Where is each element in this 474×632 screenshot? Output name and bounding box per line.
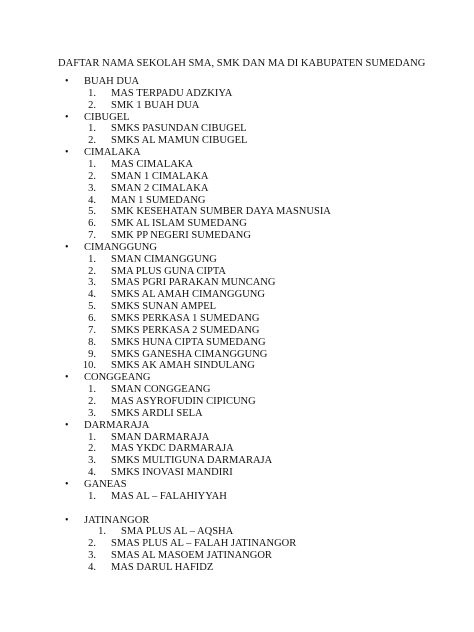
school-name: SMKS PERKASA 1 SUMEDANG <box>111 313 260 324</box>
district-name: CIMALAKA <box>84 147 141 159</box>
district-name: BUAH DUA <box>84 76 140 87</box>
school-name: SMAN 1 CIMALAKA <box>111 170 209 182</box>
district-name: CIBUGEL <box>84 111 130 123</box>
school-name: SMKS AK AMAH SINDULANG <box>111 360 255 372</box>
school-name: SMA PLUS AL – AQSHA <box>121 526 234 538</box>
list-item-number: 2. <box>88 443 96 455</box>
bullet-icon: • <box>65 372 69 384</box>
school-name: SMAN 2 CIMALAKA <box>111 182 209 194</box>
list-item-number: 1. <box>88 158 96 170</box>
district-name: CIMANGGUNG <box>84 241 157 253</box>
school-name: SMAS PLUS AL – FALAH JATINANGOR <box>111 538 297 550</box>
list-item-number: 8. <box>88 336 96 348</box>
school-name: SMKS HUNA CIPTA SUMEDANG <box>111 336 266 348</box>
list-item-number: 2. <box>88 538 96 550</box>
list-item-number: 6. <box>88 313 96 324</box>
list-item-number: 10. <box>82 360 96 372</box>
list-item-number: 1. <box>88 384 96 396</box>
list-item-number: 2. <box>88 395 96 407</box>
list-item-number: 4. <box>88 562 96 573</box>
school-name: SMKS AL MAMUN CIBUGEL <box>111 135 248 147</box>
school-name: SMKS INOVASI MANDIRI <box>111 467 233 479</box>
school-name: SMK PP NEGERI SUMEDANG <box>111 230 251 242</box>
list-item-number: 3. <box>88 182 96 194</box>
document-title: DAFTAR NAMA SEKOLAH SMA, SMK DAN MA DI KABUPATEN SUMEDANG <box>58 58 426 69</box>
school-name: MAS YKDC DARMARAJA <box>111 443 234 455</box>
school-name: SMAN CONGGEANG <box>111 384 211 396</box>
district-name: DARMARAJA <box>84 419 150 431</box>
bullet-icon: • <box>65 419 69 431</box>
list-item-number: 1. <box>88 253 96 265</box>
school-name: MAS AL – FALAHIYYAH <box>111 490 227 502</box>
school-name: SMAN CIMANGGUNG <box>111 253 217 265</box>
list-item-number: 2. <box>88 99 96 111</box>
school-name: SMAS AL MASOEM JATINANGOR <box>111 550 272 562</box>
list-item-number: 6. <box>88 218 96 230</box>
school-name: MAS TERPADU ADZKIYA <box>111 87 233 99</box>
list-item-number: 1. <box>88 431 96 443</box>
list-item-number: 4. <box>88 289 96 301</box>
school-name: SMK 1 BUAH DUA <box>111 99 200 111</box>
school-name: SMK AL ISLAM SUMEDANG <box>111 218 247 230</box>
school-name: SMKS PASUNDAN CIBUGEL <box>111 123 247 135</box>
district-name: GANEAS <box>84 478 127 490</box>
list-item-number: 9. <box>88 348 96 360</box>
list-item-number: 5. <box>88 206 96 218</box>
bullet-icon: • <box>65 241 69 253</box>
list-item-number: 1. <box>88 123 96 135</box>
school-name: SMKS AL AMAH CIMANGGUNG <box>111 289 265 301</box>
bullet-icon: • <box>65 147 69 159</box>
list-item-number: 3. <box>88 550 96 562</box>
list-item-number: 2. <box>88 265 96 277</box>
school-name: SMKS MULTIGUNA DARMARAJA <box>111 455 273 467</box>
list-item-number: 3. <box>88 277 96 289</box>
school-name: MAS ASYROFUDIN CIPICUNG <box>111 395 256 407</box>
school-name: SMAN DARMARAJA <box>111 431 210 443</box>
list-item-number: 7. <box>88 324 96 336</box>
list-item-number: 1. <box>98 526 106 538</box>
list-item-number: 1. <box>88 490 96 502</box>
school-name: SMAS PGRI PARAKAN MUNCANG <box>111 277 276 289</box>
school-name: SMKS PERKASA 2 SUMEDANG <box>111 324 260 336</box>
bullet-icon: • <box>65 478 69 490</box>
list-item-number: 3. <box>88 455 96 467</box>
list-item-number: 3. <box>88 407 96 419</box>
school-name: MAS CIMALAKA <box>111 158 193 170</box>
school-name: SMKS SUNAN AMPEL <box>111 301 217 313</box>
list-item-number: 2. <box>88 135 96 147</box>
bullet-icon: • <box>65 514 69 526</box>
bullet-icon: • <box>65 76 69 87</box>
list-item-number: 4. <box>88 194 96 206</box>
school-name: SMA PLUS GUNA CIPTA <box>111 265 226 277</box>
list-item-number: 7. <box>88 230 96 242</box>
school-name: SMK KESEHATAN SUMBER DAYA MASNUSIA <box>111 206 331 218</box>
district-name: CONGGEANG <box>84 372 151 384</box>
list-item-number: 4. <box>88 467 96 479</box>
list-item-number: 2. <box>88 170 96 182</box>
district-name: JATINANGOR <box>84 514 150 526</box>
school-name: SMKS GANESHA CIMANGGUNG <box>111 348 268 360</box>
school-name: SMKS ARDLI SELA <box>111 407 203 419</box>
school-name: MAN 1 SUMEDANG <box>111 194 206 206</box>
bullet-icon: • <box>65 111 69 123</box>
list-item-number: 5. <box>88 301 96 313</box>
list-item-number: 1. <box>88 87 96 99</box>
school-name: MAS DARUL HAFIDZ <box>111 562 214 573</box>
